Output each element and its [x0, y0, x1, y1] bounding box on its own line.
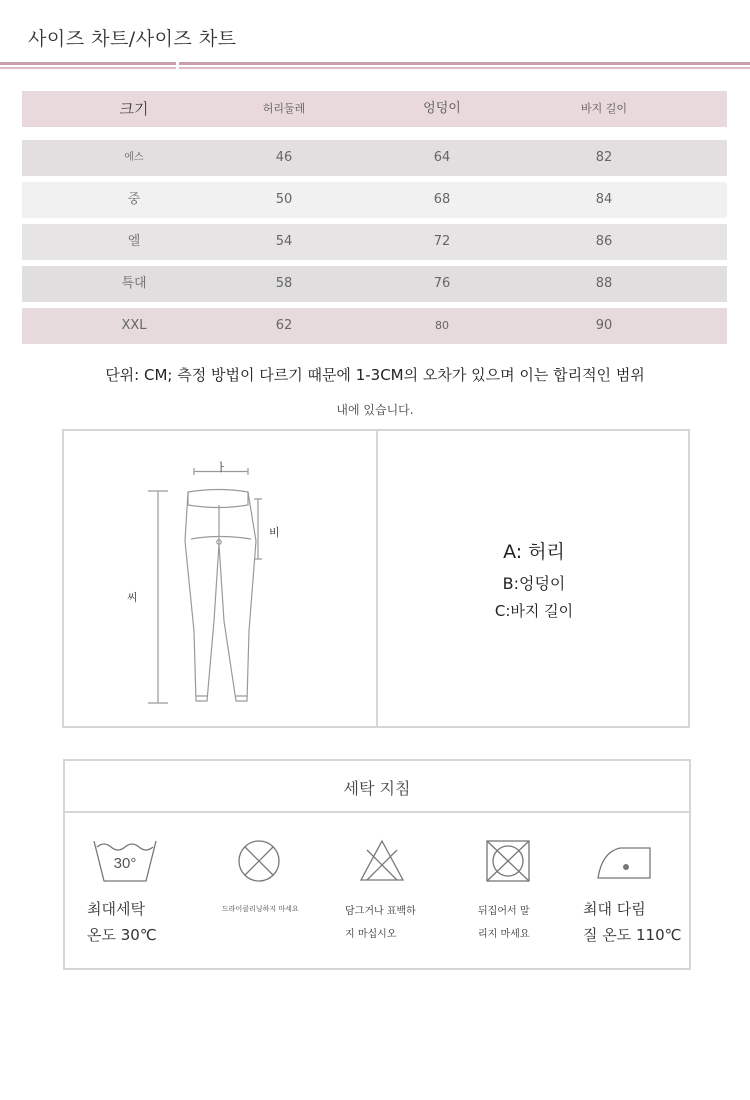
cell-waist: 46 — [275, 150, 293, 165]
cell-size: 특대 — [121, 276, 147, 291]
cell-hip: 68 — [433, 192, 451, 207]
cell-hip: 80 — [435, 319, 449, 332]
title-rule — [0, 62, 750, 65]
wash-30-icon — [90, 835, 160, 887]
header-length: 바지 길이 — [580, 102, 627, 115]
label-a: ㅏ — [216, 461, 227, 474]
care-text-iron — [583, 896, 681, 949]
cell-length: 82 — [595, 150, 613, 165]
cell-length: 84 — [595, 192, 613, 207]
cell-hip: 64 — [433, 150, 451, 165]
table-row — [22, 224, 727, 260]
iron-110-icon — [594, 838, 654, 884]
no-tumble-dry-icon — [233, 836, 285, 886]
care-text-line: 온도 30℃ — [87, 926, 157, 945]
care-text-line: 담그거나 표백하 — [345, 906, 416, 917]
cell-waist: 58 — [275, 276, 293, 291]
label-c: 씨 — [127, 591, 138, 604]
table-row — [22, 266, 727, 302]
care-text-wash — [87, 896, 157, 949]
no-wring-icon — [482, 836, 534, 886]
measurement-note-cont: 내에 있습니다. — [336, 403, 414, 417]
cell-hip: 76 — [433, 276, 451, 291]
care-text-line: 최대세탁 — [87, 900, 145, 918]
page-title: 사이즈 차트/사이즈 차트 — [28, 28, 237, 50]
table-row — [22, 308, 727, 344]
cell-waist: 54 — [275, 234, 293, 249]
header-size: 크기 — [119, 100, 149, 118]
header-hip: 엉덩이 — [423, 101, 461, 116]
title-rule-gap — [176, 61, 179, 71]
legend-waist: A: 허리 — [503, 541, 565, 563]
wash-temperature: 30° — [113, 855, 137, 872]
legend-length: C:바지 길이 — [494, 602, 574, 620]
label-b: 비 — [269, 526, 280, 539]
care-text-line: 질 온도 110℃ — [583, 926, 682, 945]
care-text-line: 리지 마세요 — [478, 929, 530, 940]
size-table-header — [22, 91, 727, 127]
cell-waist: 50 — [275, 192, 293, 207]
header-waist: 허리둘레 — [262, 102, 306, 115]
cell-length: 90 — [595, 318, 613, 333]
cell-hip: 72 — [433, 234, 451, 249]
care-text-line: 드라이클리닝하지 마세요 — [222, 905, 299, 913]
table-row — [22, 140, 727, 176]
title-rule-thin — [0, 67, 750, 69]
table-row — [22, 182, 727, 218]
cell-length: 86 — [595, 234, 613, 249]
pants-illustration — [64, 431, 376, 727]
care-text-bleach — [345, 900, 416, 946]
care-text-dry — [478, 900, 529, 946]
care-text-line: 뒤집어서 말 — [478, 906, 530, 917]
care-text-dryclean — [222, 903, 299, 915]
washing-title-rule — [65, 811, 689, 813]
cell-waist: 62 — [275, 318, 293, 333]
cell-size: 에스 — [124, 152, 144, 163]
no-bleach-icon — [356, 836, 408, 886]
cell-length: 88 — [595, 276, 613, 291]
care-text-line: 최대 다림 — [583, 900, 646, 918]
measurement-note: 단위: CM; 측정 방법이 다르기 때문에 1-3CM의 오차가 있으며 이는 합리적인 범위 — [105, 366, 645, 384]
cell-size: XXL — [121, 318, 147, 333]
cell-size: 중 — [127, 192, 141, 207]
washing-title: 세탁 지침 — [343, 779, 411, 798]
legend-hip: B:엉덩이 — [502, 574, 566, 593]
care-text-line: 지 마십시오 — [345, 929, 397, 940]
cell-size: 엘 — [127, 234, 141, 249]
